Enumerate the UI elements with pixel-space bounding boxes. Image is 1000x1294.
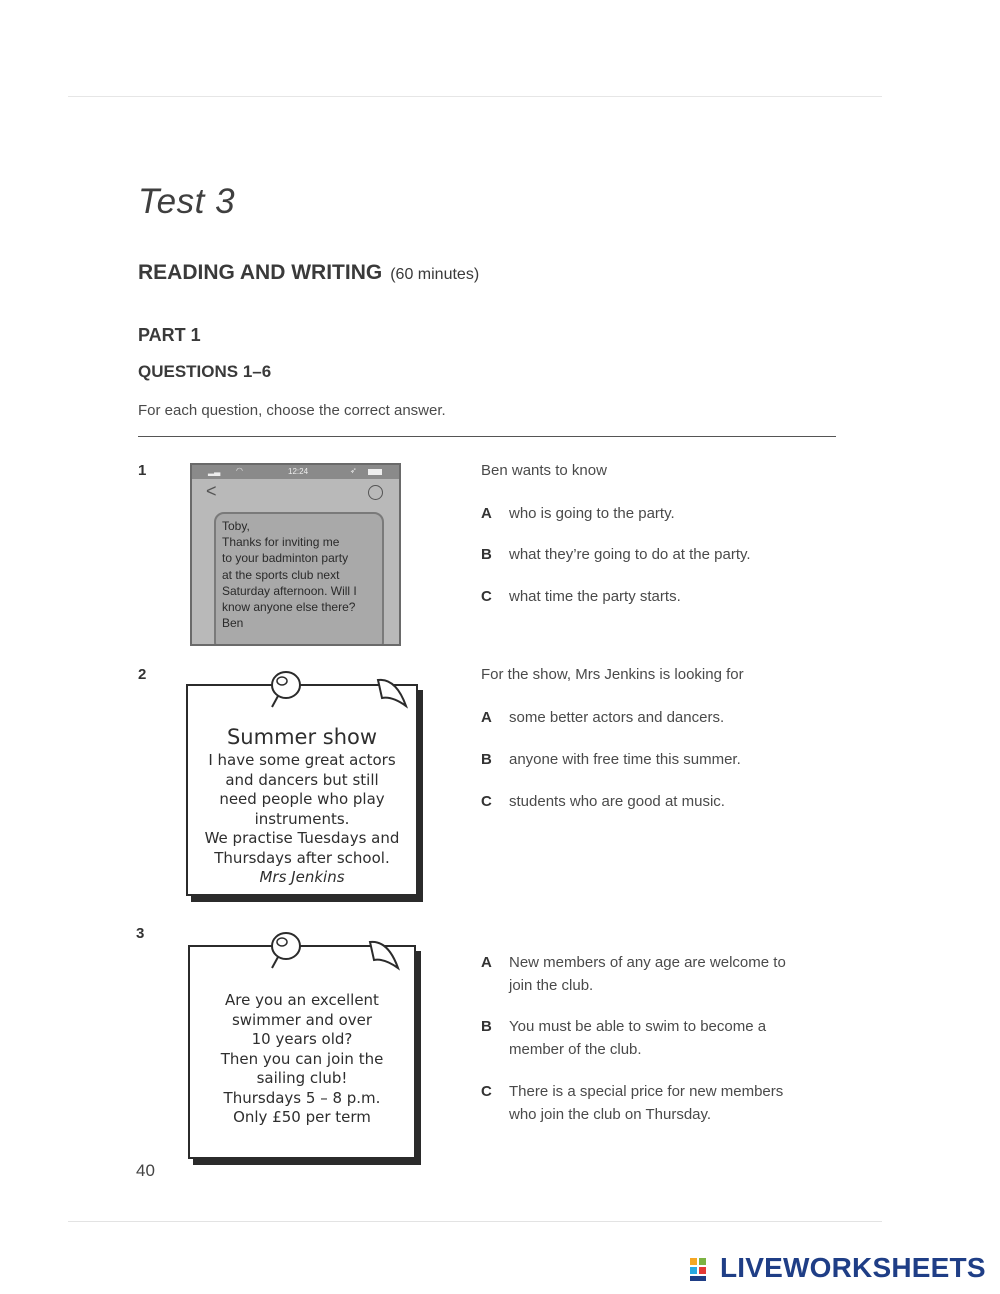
option-text: There is a special price for new members who join the club on Thursday. [509,1083,784,1123]
q2-option-b[interactable] [481,748,801,771]
question-number-1: 1 [138,462,147,479]
option-letter: A [481,709,492,726]
option-letter: B [481,1018,492,1035]
note-body [188,751,416,888]
q3-option-b[interactable] [481,1015,801,1061]
divider-line [138,436,836,437]
note-signature: Mrs Jenkins [259,868,345,886]
section-duration: (60 minutes) [390,266,480,283]
option-text: some better actors and dancers. [509,709,725,726]
option-text: New members of any age are welcome to join the club. [509,954,786,994]
q3-option-a[interactable] [481,951,801,997]
section-heading [138,261,479,285]
q2-option-a[interactable] [481,706,801,729]
note-line: and dancers but still [225,770,379,789]
note-line: Then you can join the [220,1049,384,1068]
message-bubble [214,512,384,646]
note-line: I have some great actors [208,751,396,769]
note-line: need people who play [219,790,385,808]
note-line: Only £50 per term [233,1108,371,1126]
battery-icon [368,469,382,475]
note-line: swimmer and over [231,1010,373,1029]
message-line: Saturday afternoon. Will I [222,583,357,598]
option-letter: C [481,793,492,810]
message-line: Thanks for inviting me [222,535,340,550]
phone-time: 12:24 [288,467,309,476]
note-title: Summer show [226,725,378,749]
questions-heading: QUESTIONS 1–6 [138,362,272,381]
message-line: Ben [222,616,244,631]
curled-corner-icon [376,676,412,712]
phone-status-bar [192,465,399,479]
q1-option-a[interactable] [481,502,801,525]
question-number-2: 2 [138,666,147,683]
note-line: Thursdays 5 – 8 p.m. [223,1088,381,1107]
location-icon: ➶ [350,466,357,475]
q3-option-c[interactable] [481,1080,801,1126]
option-text: students who are good at music. [509,793,725,810]
signal-icon: ▂▃ [208,467,221,476]
option-text: anyone with free time this summer. [509,751,741,768]
note-line: Are you an excellent [225,991,379,1009]
liveworksheets-logo-icon [690,1258,716,1282]
circle-icon [368,485,383,500]
back-arrow-icon: < [206,481,217,501]
q2-option-c[interactable] [481,790,801,813]
section-heading-text: READING AND WRITING [138,261,383,284]
wifi-icon: ◠ [236,466,243,475]
message-line: at the sports club next [222,567,340,582]
phone-message-image [190,463,401,646]
option-text: who is going to the party. [509,505,675,522]
note-line: instruments. [254,809,350,828]
message-line: Toby, [222,519,250,533]
question-number-3: 3 [136,925,145,942]
page-title: Test 3 [138,182,236,221]
option-letter: B [481,546,492,563]
option-letter: C [481,588,492,605]
option-letter: C [481,1083,492,1100]
option-text: You must be able to swim to become a member of the club. [509,1018,767,1058]
summer-show-note [186,684,418,896]
q1-option-c[interactable] [481,585,801,608]
question-1-stem: Ben wants to know [481,462,607,479]
page-number: 40 [136,1161,155,1180]
part-heading: PART 1 [138,325,201,345]
pushpin-icon [262,663,312,709]
bottom-rule [68,1221,882,1222]
message-line: know anyone else there? [222,600,356,615]
sailing-club-note [188,945,416,1159]
q1-option-b[interactable] [481,543,801,566]
note-line: We practise Tuesdays and [204,829,400,847]
option-text: what they’re going to do at the party. [509,546,751,563]
option-letter: A [481,505,492,522]
curled-corner-icon [368,938,404,974]
instruction-text: For each question, choose the correct answer. [138,402,446,419]
note-body [190,991,414,1128]
top-rule [68,96,882,97]
option-letter: B [481,751,492,768]
logo-text: LIVEWORKSHEETS [720,1252,986,1283]
liveworksheets-logo [690,1252,986,1284]
message-line: to your badminton party [222,551,349,566]
option-letter: A [481,954,492,971]
pushpin-icon [262,924,312,970]
question-2-stem: For the show, Mrs Jenkins is looking for [481,666,744,683]
note-line: 10 years old? [251,1030,353,1048]
note-line: sailing club! [256,1069,348,1087]
note-line: Thursdays after school. [214,848,390,867]
option-text: what time the party starts. [509,588,681,605]
